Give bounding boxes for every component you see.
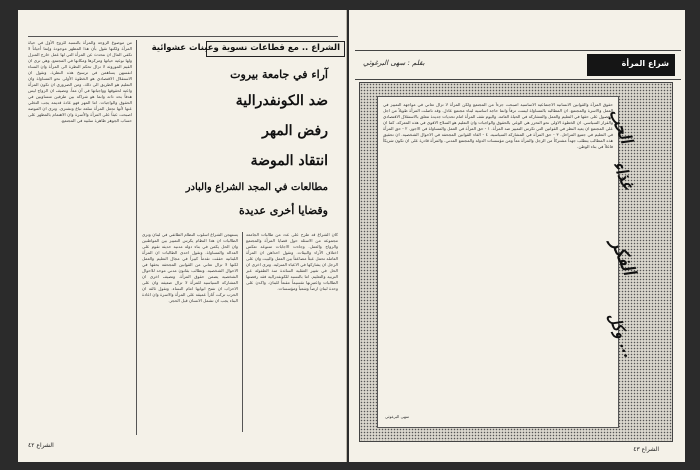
hand-line-6: وقضايا أخرى عديدة [238, 204, 328, 217]
right-page [349, 10, 685, 462]
side-hand-4: وكل ... [604, 310, 639, 360]
byline: بقلم : سهى البرغوثي [363, 59, 425, 67]
caption: سهى البرغوثي [385, 414, 410, 419]
article-column-1: من موضوع الزوجة والمرأة بالنسبة للزوج الأول في حياة المرأة ولكنها تقول بأن هذا المظهر موجودة وإنما أحياناً لا تكفي المال ان نتحدث عن المرأة التي لها عمل خارج المنزل ولها نوعية حياتها ومركزها ومكانها في المجتمع. وهي ترى ان القيم الموروثة لا تزال تحكم النظرة الى المرأة وان النساء انفسهن يساهمن في ترسيخ هذه النظرة. وتقول ان الاستقلال الاقتصادي هو الخطوة الأولى نحو المساواة وان التعليم هو الطريق الى ذلك. ومن الضروري ان تكون المرأة واعية لحقوقها وواجباتها في آن معاً. وتضيف ان الزواج ليس هدفاً بحد ذاته وانما هو شراكة بين طرفين متساويين في الحقوق والواجبات. اما المهر فهو عادة قديمة يجب التخلي عنها لأنها تجعل المرأة سلعة تباع وتشترى. وترى ان الموضة اصبحت عبئاً على المرأة والأسرة وان الاهتمام بالمظهر على حساب الجوهر ظاهرة سلبية في المجتمع. [28, 40, 132, 123]
hand-line-2: ضد الكونفدرالية [235, 93, 328, 109]
hand-line-4: انتقاد الموضة [250, 153, 328, 169]
section-logo: شراع المرأة [587, 54, 675, 76]
page-number: الشراع ٤٢ [28, 442, 54, 449]
article-box [377, 96, 619, 428]
column-divider [242, 232, 243, 432]
column-divider [136, 40, 137, 435]
article-column-3: كان الشراع قد طرح على عدد من طالبات الجامعة مجموعة من الاسئلة حول قضايا المرأة والمجتمع والزواج والعمل. وجاءت الاجابات متنوعة تعكس اختلاف الآراء والبيئات. وتقول احداهن ان المرأة العاملة تحمل عبئاً مضاعفاً بين العمل والبيت وان على الرجل ان يشاركها في الاعباء المنزلية. وترى اخرى ان الحل في تغيير العقلية السائدة منذ الطفولة عبر التربية والتعليم. اما بالنسبة للكونفدرالية فقد رفضتها الطالبات واعتبرنها تقسيماً مقنعاً للبنان. واكدن على وحدة لبنان ارضاً وشعباً ومؤسسات. [246, 232, 338, 291]
article-text: حقوق المرأة والقوانين الانسانية الاجتماعية الاساسية اصبحت جزءاً من المجتمع ولكن المرأة لا تزال تعاني في مواجهة التمييز في العمل والاسرة والمجتمع. ان المطالبة بالمساواة ليست ترفاً وانما حاجة اساسية لبناء مجتمع عادل. وقد ناضلت المرأة طويلاً من اجل الحصول على حقها في التعليم والعمل والمشاركة في الحياة العامة. واليوم تقف المرأة امام تحديات جديدة تتعلق بالاستقلال الاقتصادي والقرار السياسي. ان الخطوة الاولى نحو التحرر هي الوعي بالحقوق والواجبات وان التعليم هو السلاح الاقوى في هذه المعركة. كما ان على المجتمع ان يعيد النظر في القوانين التي تكرس التمييز ضد المرأة. ١ - حق المرأة في العمل والمساواة في الاجور. ٢ - حق المرأة في التعليم في جميع المراحل. ٣ - حق المرأة في المشاركة السياسية. ٤ - الغاء القوانين المجحفة في الاحوال الشخصية. ان تحقيق هذه المطالب يتطلب جهداً مشتركاً من الرجل والمرأة معاً ومن مؤسسات الدولة والمجتمع المدني. والمرأة قادرة على ان تكون شريكاً فاعلاً في بناء الوطن. [383, 102, 613, 149]
hand-line-1: آراء في جامعة بيروت [230, 68, 328, 81]
hand-line-5: مطالعات في المجد الشراع والبادر [185, 182, 328, 193]
side-hand-2: غذاء [609, 158, 638, 192]
article-column-2: يستهجن الشراع اسلوب النظام الطائفي في لبنان وترى الطالبات ان هذا النظام يكرس التمييز بين المواطنين وان الحل يكمن في بناء دولة مدنية حديثة تقوم على العدالة والمساواة. وتقول احدى الطالبات ان المرأة اللبنانية حققت تقدماً كبيراً في مجال التعليم والعمل لكنها لا تزال تعاني من القوانين المجحفة بحقها في الاحوال الشخصية. وتطالب بقانون مدني موحد للاحوال الشخصية يضمن حقوق المرأة. وتضيف اخرى ان المشاركة السياسية للمرأة لا تزال ضعيفة وان على الاحزاب ان تفتح ابوابها امام النساء. وتقول ثالثة ان الحرب تركت آثاراً عميقة على المرأة والاسرة وان اعادة البناء يجب ان تشمل الانسان قبل الحجر. [142, 232, 238, 303]
side-hand-3: الفكر [606, 236, 639, 279]
page-number: الشراع ٤٣ [633, 446, 659, 453]
section-header [355, 50, 681, 80]
hand-line-3: رفض المهر [262, 123, 328, 139]
side-hand-1: الحب [605, 106, 637, 146]
top-rule [28, 36, 338, 37]
left-page [18, 10, 347, 462]
headline: الشراع .. مع قطاعات نسوية وعينات عشوائية [206, 41, 345, 57]
